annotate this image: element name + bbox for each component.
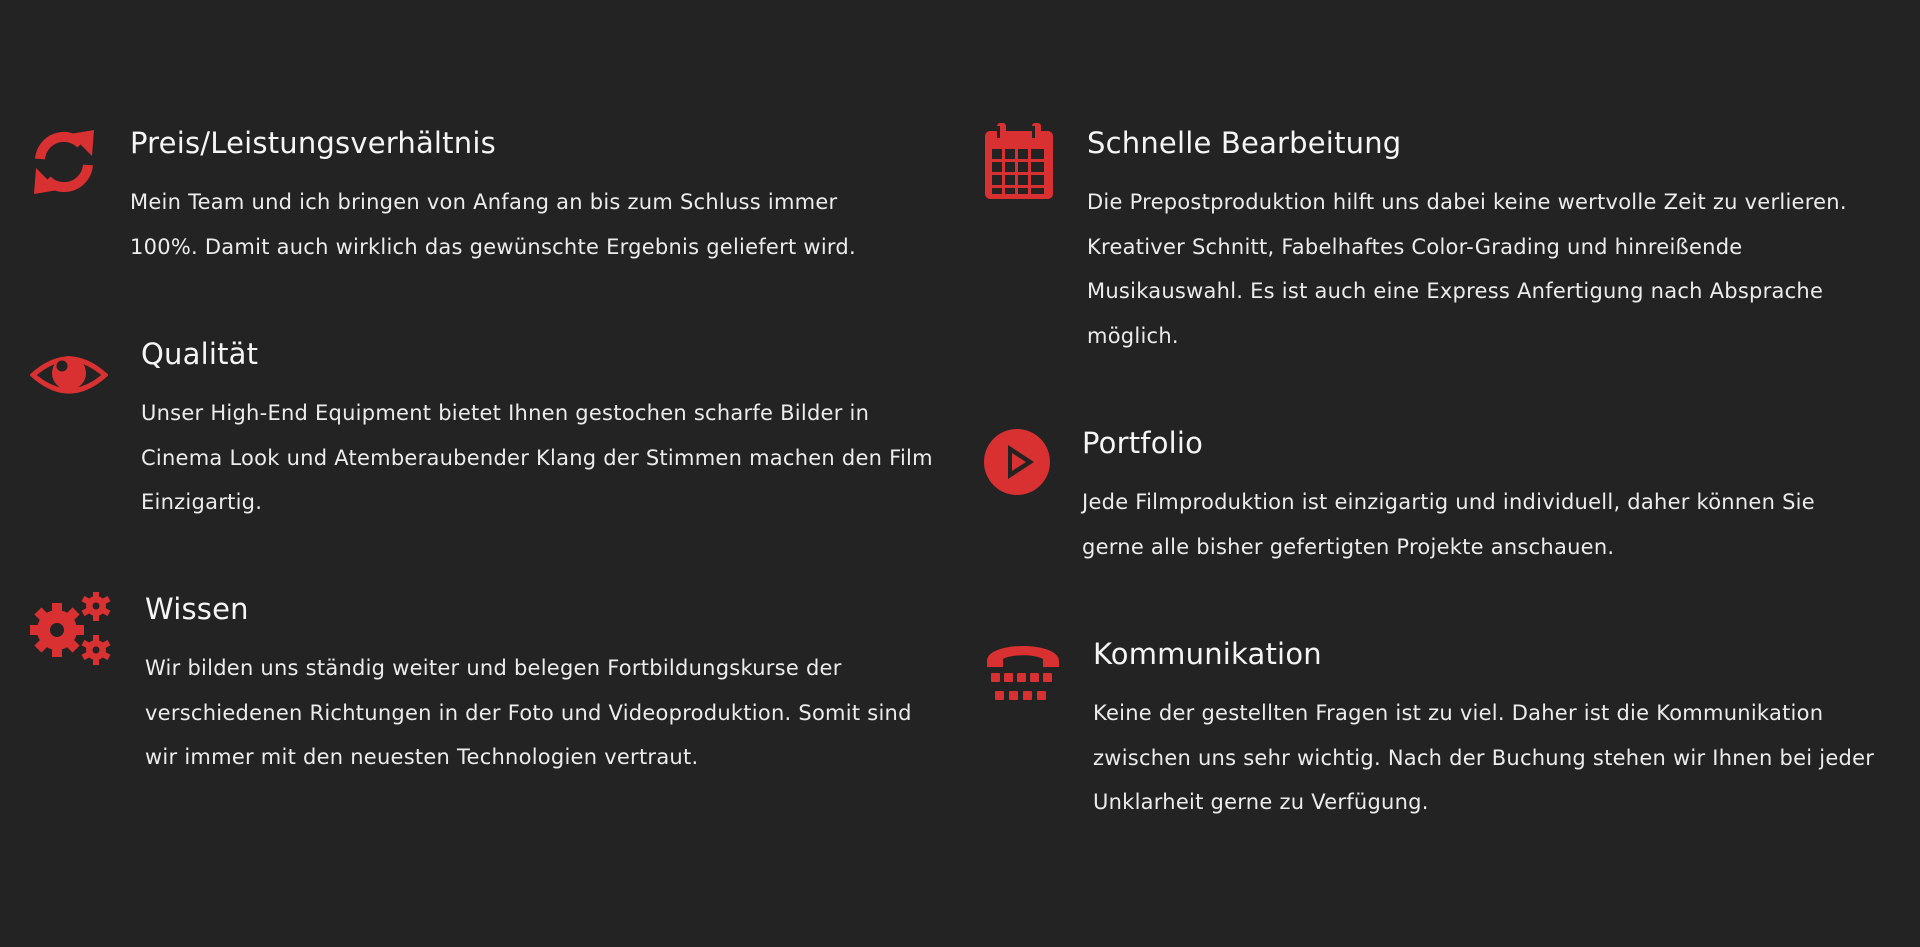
- feature-title: Wissen: [145, 592, 249, 626]
- feature-description: Wir bilden uns ständig weiter und belegen Fortbildungskurse der verschiedenen Richtungen in der Foto und Videoproduktion. Somit sind wir immer mit den neuesten Technologien vertraut.: [145, 656, 912, 769]
- gears-icon: [30, 592, 114, 668]
- calendar-icon: [983, 123, 1055, 201]
- eye-icon: [30, 349, 108, 401]
- feature-title: Kommunikation: [1093, 637, 1322, 671]
- feature-title: Qualität: [141, 337, 259, 371]
- feature-description: Unser High-End Equipment bietet Ihnen gestochen scharfe Bilder in Cinema Look und Atemberaubender Klang der Stimmen machen den Film Einzigartig.: [141, 401, 933, 514]
- feature-title: Portfolio: [1082, 426, 1204, 460]
- feature-title: Preis/Leistungsverhältnis: [130, 126, 496, 160]
- play-circle-icon[interactable]: [983, 428, 1051, 496]
- feature-description: Mein Team und ich bringen von Anfang an bis zum Schluss immer 100%. Damit auch wirklich das gewünschte Ergebnis geliefert wird.: [130, 190, 856, 259]
- refresh-icon: [30, 128, 98, 196]
- feature-description: Keine der gestellten Fragen ist zu viel. Daher ist die Kommunikation zwischen uns sehr wichtig. Nach der Buchung stehen wir Ihnen bei jeder Unklarheit gerne zu Verfügung.: [1093, 701, 1875, 814]
- feature-title: Schnelle Bearbeitung: [1087, 126, 1402, 160]
- feature-description: Die Prepostproduktion hilft uns dabei keine wertvolle Zeit zu verlieren. Kreativer Schnitt, Fabelhaftes Color-Grading und hinreißende Musikauswahl. Es ist auch eine Express Anfertigung nach Absprache möglich.: [1087, 190, 1847, 348]
- phone-icon: [983, 639, 1063, 703]
- feature-description: Jede Filmproduktion ist einzigartig und individuell, daher können Sie gerne alle bisher gefertigten Projekte anschauen.: [1082, 490, 1815, 559]
